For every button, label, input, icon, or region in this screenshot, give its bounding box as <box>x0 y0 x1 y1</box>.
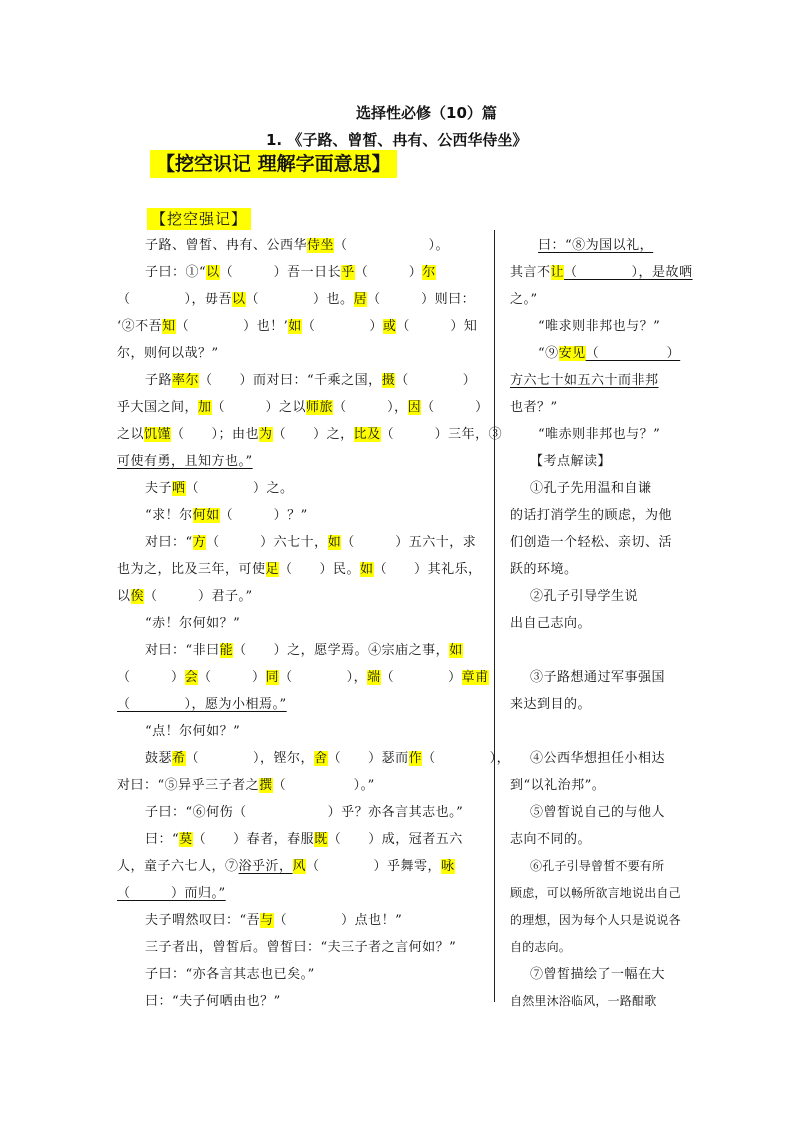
note-line <box>510 691 690 718</box>
text-segment: （ ）吾一日长 <box>219 265 342 280</box>
text-segment: （ ）之，愿学焉。④宗庙之事， <box>233 643 450 658</box>
text-segment: 浴乎沂， <box>238 859 293 874</box>
text-segment: 子曰：“⑥何伤（ ）乎？亦各言其志也。” <box>145 805 464 820</box>
highlighted-word: 加 <box>198 400 212 415</box>
text-line <box>117 583 485 610</box>
text-segment: （ ），铿尔， <box>185 751 315 766</box>
highlighted-word: 如 <box>449 643 463 658</box>
text-segment: （ ）成，冠者五六 <box>327 832 463 847</box>
highlighted-word: 或 <box>382 319 397 334</box>
highlighted-word: 尔 <box>422 265 436 280</box>
text-line <box>117 259 485 286</box>
text-segment: 也为之，比及三年，可使 <box>117 562 266 577</box>
text-column <box>117 232 511 1015</box>
text-line <box>117 772 485 799</box>
highlighted-word: 与 <box>260 913 274 928</box>
text-line <box>117 475 485 502</box>
text-segment: （ ） <box>354 265 423 280</box>
text-line <box>117 556 485 583</box>
text-segment: （ ）君子。” <box>144 589 253 604</box>
note-line <box>510 502 690 529</box>
note-line <box>510 313 690 340</box>
note-line <box>510 529 690 556</box>
text-segment: “求！尔 <box>145 508 193 523</box>
highlighted-word: 何如 <box>192 508 220 523</box>
text-segment: 自然里沐浴临风，一路酣歌 <box>510 994 657 1008</box>
highlighted-word: 哂 <box>172 481 186 496</box>
note-line <box>510 772 690 799</box>
text-segment: ③子路想通过军事强国 <box>530 670 666 685</box>
text-line <box>117 637 485 664</box>
text-line <box>117 880 485 907</box>
text-segment: （ ）， <box>333 400 408 415</box>
text-segment: 出自己志向。 <box>510 616 592 631</box>
text-segment: （ ），毋吾 <box>117 292 233 307</box>
text-segment: 子路 <box>145 373 173 388</box>
text-line <box>117 664 489 691</box>
note-line <box>510 745 690 772</box>
text-segment: 自的志向。 <box>510 940 572 954</box>
text-segment: “⑨ <box>538 346 559 361</box>
text-segment: 们创造一个轻松、亲切、活 <box>510 535 673 550</box>
text-segment: （ ）？” <box>219 508 308 523</box>
text-segment: （ ）则曰： <box>367 292 476 307</box>
highlighted-word: 因 <box>407 400 422 415</box>
text-line <box>117 502 485 529</box>
text-segment: ⑥孔子引导曾皙不要有所 <box>530 859 665 873</box>
text-segment: （ ）民。 <box>279 562 361 577</box>
text-segment: 志向不同的。 <box>510 832 592 847</box>
text-segment: ①孔子先用温和自谦 <box>530 481 652 496</box>
text-segment: （ ）。” <box>272 778 375 793</box>
note-line <box>510 799 690 826</box>
text-segment: 鼓瑟 <box>145 751 173 766</box>
text-segment: （ ）点也！” <box>273 913 403 928</box>
note-line <box>510 556 690 583</box>
text-segment: 夫子喟然叹曰：“吾 <box>145 913 261 928</box>
text-line <box>117 340 485 367</box>
highlighted-word: 以 <box>206 265 220 280</box>
text-line <box>117 367 485 394</box>
text-line <box>117 988 485 1015</box>
note-line <box>510 421 690 448</box>
note-line <box>510 583 690 610</box>
text-line <box>117 961 485 988</box>
note-line <box>510 232 690 259</box>
highlighted-word: 如 <box>360 562 374 577</box>
text-segment: （ ）， <box>422 751 511 766</box>
highlighted-word: 方 <box>192 535 207 550</box>
text-segment: 的话打消学生的顾虑，为他 <box>510 508 673 523</box>
section-banner: 【挖空识记 理解字面意思】 <box>150 150 397 178</box>
text-segment: 【考点解读】 <box>530 454 612 469</box>
text-segment: ⑤曾皙说自己的与他人 <box>530 805 666 820</box>
note-line <box>510 988 690 1015</box>
highlighted-word: 知 <box>162 319 176 334</box>
text-segment: 可使有勇，且知方也。” <box>117 454 253 469</box>
text-segment: （ ）之， <box>272 427 354 442</box>
text-segment: （ ）， <box>279 670 368 685</box>
text-segment: （ ）而对曰：“千乘之国， <box>199 373 382 388</box>
text-segment: （ ）五六十，求 <box>341 535 477 550</box>
note-line <box>510 853 690 880</box>
note-line <box>510 961 690 988</box>
text-segment: 到“以礼治邦”。 <box>510 778 606 793</box>
text-segment: （ ），愿为小相焉。” <box>117 697 287 712</box>
highlighted-word: 端 <box>367 670 381 685</box>
text-segment: “赤！尔何如？” <box>145 616 241 631</box>
text-segment: （ ）也！’ <box>175 319 289 334</box>
text-segment: （ ）六七十， <box>206 535 328 550</box>
text-segment: 尔，则何以哉？” <box>117 346 219 361</box>
highlighted-word: 居 <box>353 292 368 307</box>
note-line <box>510 637 690 664</box>
text-segment: 曰：“ <box>145 832 180 847</box>
text-segment: 子曰：“亦各言其志也已矣。” <box>145 967 315 982</box>
text-segment: 子曰：①“ <box>145 265 207 280</box>
page-title: 选择性必修（10）篇 <box>356 104 497 122</box>
highlighted-word: 摄 <box>381 373 396 388</box>
text-segment: （ ）；由也 <box>171 427 260 442</box>
text-segment: （ ） <box>395 373 477 388</box>
text-segment: （ ） <box>198 670 266 685</box>
note-line <box>510 286 690 313</box>
text-segment: ④公西华想担任小相达 <box>530 751 666 766</box>
column-divider <box>494 230 495 1002</box>
text-segment: 乎大国之间， <box>117 400 199 415</box>
text-segment: 曰：“夫子何哂由也？” <box>145 994 281 1009</box>
text-segment: ②孔子引导学生说 <box>530 589 639 604</box>
highlighted-word: 足 <box>265 562 280 577</box>
highlighted-word: 率尔 <box>172 373 200 388</box>
highlighted-word: 希 <box>172 751 186 766</box>
text-segment: 方六七十如五六十而非邦 <box>510 373 659 388</box>
highlighted-word: 舍 <box>314 751 328 766</box>
note-line <box>510 340 690 367</box>
highlighted-word: 安见 <box>558 346 586 361</box>
text-segment: （ ） <box>380 670 462 685</box>
text-segment: 三子者出，曾皙后。曾皙曰：“夫三子者之言何如？” <box>145 940 457 955</box>
text-line <box>117 232 485 259</box>
note-line <box>510 610 690 637</box>
note-line <box>510 718 690 745</box>
highlighted-word: 章甫 <box>461 670 489 685</box>
text-segment: 子路、曾皙、冉有、公西华 <box>145 238 308 253</box>
text-segment: ⑦曾皙描绘了一幅在大 <box>530 967 666 982</box>
text-segment: 对曰：“非曰 <box>145 643 220 658</box>
text-segment: 对曰：“ <box>145 535 193 550</box>
note-line <box>510 907 690 934</box>
text-segment: （ ） <box>301 319 383 334</box>
text-line <box>117 745 511 772</box>
highlighted-word: 以 <box>232 292 246 307</box>
text-segment: （ ） <box>117 670 185 685</box>
text-segment: （ ）三年，③ <box>380 427 503 442</box>
text-line <box>117 934 485 961</box>
text-segment: 也者？” <box>510 400 558 415</box>
text-line <box>117 286 485 313</box>
text-line <box>117 394 489 421</box>
text-segment: “唯求则非邦也与？” <box>538 319 661 334</box>
text-segment: （ ） <box>421 400 489 415</box>
highlighted-word: 俟 <box>130 589 145 604</box>
highlighted-word: 让 <box>550 265 565 280</box>
text-line <box>117 826 485 853</box>
text-segment: （ ）瑟而 <box>327 751 409 766</box>
text-line <box>117 718 485 745</box>
text-line <box>117 529 485 556</box>
highlighted-word: 如 <box>288 319 302 334</box>
highlighted-word: 乎 <box>341 265 355 280</box>
text-segment: （ ），是故哂 <box>564 265 693 280</box>
highlighted-word: 如 <box>327 535 342 550</box>
section-tag: 【挖空强记】 <box>147 208 251 230</box>
text-segment: 顾虑，可以畅所欲言地说出自己 <box>510 886 681 900</box>
highlighted-word: 侍坐 <box>307 238 335 253</box>
highlighted-word: 比及 <box>353 427 381 442</box>
text-segment: 的理想，因为每个人只是说说各 <box>510 913 681 927</box>
highlighted-word: 师旅 <box>306 400 334 415</box>
text-segment: 以 <box>117 589 131 604</box>
lesson-subtitle: 1. 《子路、曾皙、冉有、公西华侍坐》 <box>266 131 528 149</box>
text-segment: （ ）其礼乐， <box>373 562 482 577</box>
text-line <box>117 907 485 934</box>
highlighted-word: 能 <box>219 643 234 658</box>
text-segment: （ ）之。 <box>185 481 294 496</box>
notes-column <box>510 232 693 1015</box>
text-segment: 之。” <box>510 292 538 307</box>
text-segment: 夫子 <box>145 481 173 496</box>
text-segment: 曰：“⑧为国以礼， <box>538 238 654 253</box>
note-line <box>510 664 690 691</box>
text-line <box>117 853 485 880</box>
highlighted-word: 莫 <box>179 832 193 847</box>
text-segment: （ ）。 <box>334 238 450 253</box>
note-line <box>510 826 690 853</box>
highlighted-word: 撰 <box>259 778 273 793</box>
highlighted-word: 同 <box>265 670 280 685</box>
highlighted-word: 既 <box>314 832 328 847</box>
text-segment: （ ） <box>585 346 681 361</box>
note-line <box>510 475 690 502</box>
text-segment: 跃的环境。 <box>510 562 578 577</box>
highlighted-word: 风 <box>292 859 307 874</box>
text-segment: ‘②不吾 <box>117 319 163 334</box>
text-segment: 其言不 <box>510 265 551 280</box>
note-line <box>510 448 690 475</box>
text-segment: “唯赤则非邦也与？” <box>538 427 661 442</box>
text-segment: （ ）之以 <box>211 400 307 415</box>
text-line <box>117 610 485 637</box>
highlighted-word: 作 <box>408 751 423 766</box>
highlighted-word: 为 <box>259 427 273 442</box>
text-line <box>117 691 485 718</box>
text-segment: （ ）也。 <box>245 292 354 307</box>
note-line <box>510 259 693 286</box>
highlighted-word: 咏 <box>441 859 455 874</box>
text-segment: 来达到目的。 <box>510 697 592 712</box>
text-segment: 之以 <box>117 427 145 442</box>
highlighted-word: 饥馑 <box>144 427 172 442</box>
text-line <box>117 799 485 826</box>
text-segment: （ ）而归。” <box>117 886 226 901</box>
note-line <box>510 394 690 421</box>
note-line <box>510 367 690 394</box>
text-line <box>117 313 485 340</box>
note-line <box>510 934 690 961</box>
text-segment: （ ）春者，春服 <box>192 832 315 847</box>
text-segment: （ ）乎舞雩， <box>306 859 442 874</box>
text-line <box>117 421 503 448</box>
text-segment: 人，童子六七人，⑦ <box>117 859 239 874</box>
text-line <box>117 448 485 475</box>
note-line <box>510 880 690 907</box>
highlighted-word: 会 <box>184 670 199 685</box>
text-segment: “点！尔何如？” <box>145 724 241 739</box>
text-segment: 对曰：“⑤异乎三子者之 <box>117 778 260 793</box>
text-segment: （ ）知 <box>396 319 478 334</box>
